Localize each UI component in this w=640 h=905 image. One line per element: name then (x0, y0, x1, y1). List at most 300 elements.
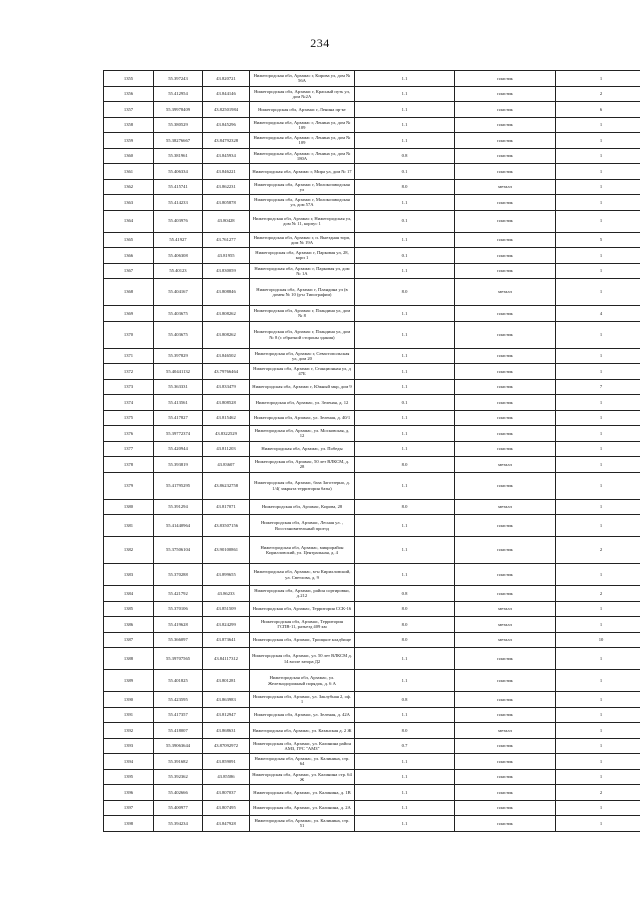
longitude-cell: 43.846221 (203, 164, 250, 180)
latitude-cell: 55.41795295 (154, 472, 203, 499)
table-row (104, 263, 640, 279)
table-body (104, 71, 640, 832)
row-number-cell: 1394 (104, 754, 154, 770)
count-cell: 1 (556, 279, 640, 306)
row-number-cell: 1364 (104, 210, 154, 232)
row-number-cell: 1374 (104, 395, 154, 411)
table-row (104, 232, 640, 248)
table-row (104, 71, 640, 87)
table-row (104, 586, 640, 602)
row-number-cell: 1368 (104, 279, 154, 306)
volume-cell: 8.0 (355, 601, 455, 617)
count-cell: 1 (556, 148, 640, 164)
material-cell: пластик (455, 692, 556, 708)
material-cell: пластик (455, 133, 556, 149)
table-row (104, 692, 640, 708)
longitude-cell: 43.807037 (203, 785, 250, 801)
volume-cell: 1.1 (355, 769, 455, 785)
table-row (104, 472, 640, 499)
latitude-cell: 55.391682 (154, 754, 203, 770)
address-cell: Нижегородская обл, Арзамас, Лесная ул. , Восстановительный проезд (250, 515, 355, 537)
material-cell: пластик (455, 785, 556, 801)
address-cell: Нижегородская обл, Арзамас, Кирова, 28 (250, 499, 355, 515)
latitude-cell: 55.401825 (154, 670, 203, 692)
volume-cell: 0.1 (355, 164, 455, 180)
count-cell: 1 (556, 195, 640, 211)
longitude-cell: 43.85586 (203, 769, 250, 785)
longitude-cell: 43.808262 (203, 321, 250, 348)
volume-cell: 8.0 (355, 723, 455, 739)
longitude-cell: 43.844146 (203, 86, 250, 102)
volume-cell: 1.1 (355, 379, 455, 395)
volume-cell: 8.0 (355, 499, 455, 515)
material-cell: пластик (455, 670, 556, 692)
material-cell: металл (455, 179, 556, 195)
latitude-cell: 55.413561 (154, 395, 203, 411)
longitude-cell: 43.812947 (203, 707, 250, 723)
table-row (104, 117, 640, 133)
count-cell: 1 (556, 457, 640, 473)
table-row (104, 723, 640, 739)
volume-cell: 1.1 (355, 195, 455, 211)
count-cell: 5 (556, 232, 640, 248)
volume-cell: 1.1 (355, 321, 455, 348)
material-cell: пластик (455, 707, 556, 723)
address-cell: Нижегородская обл, Арзамас г, Кирова ул, дом № 56А (250, 71, 355, 87)
material-cell: пластик (455, 164, 556, 180)
longitude-cell: 43.815462 (203, 410, 250, 426)
row-number-cell: 1372 (104, 364, 154, 380)
table-row (104, 816, 640, 832)
volume-cell: 1.1 (355, 800, 455, 816)
volume-cell: 8.0 (355, 617, 455, 633)
count-cell: 1 (556, 800, 640, 816)
address-cell: Нижегородская обл, Арзамас, ул. Калинина, д. 2А (250, 800, 355, 816)
longitude-cell: 43.83507156 (203, 515, 250, 537)
latitude-cell: 55.402666 (154, 785, 203, 801)
row-number-cell: 1397 (104, 800, 154, 816)
row-number-cell: 1382 (104, 537, 154, 564)
address-cell: Нижегородская обл, Арзамас, ул. Зеленая, д. 12 (250, 395, 355, 411)
row-number-cell: 1355 (104, 71, 154, 87)
row-number-cell: 1389 (104, 670, 154, 692)
volume-cell: 0.1 (355, 248, 455, 264)
latitude-cell: 55.393819 (154, 457, 203, 473)
volume-cell: 1.1 (355, 102, 455, 118)
longitude-cell: 43.80428 (203, 210, 250, 232)
table-row (104, 670, 640, 692)
material-cell: пластик (455, 441, 556, 457)
count-cell: 1 (556, 707, 640, 723)
count-cell: 1 (556, 601, 640, 617)
address-cell: Нижегородская обл, Арзамас г, Станционная ул, д 47Б (250, 364, 355, 380)
row-number-cell: 1388 (104, 648, 154, 670)
address-cell: Нижегородская обл, Арзамас г, Пландина ул, дом № 8 (250, 306, 355, 322)
longitude-cell: 43.82501984 (203, 102, 250, 118)
latitude-cell: 55.406334 (154, 164, 203, 180)
row-number-cell: 1392 (104, 723, 154, 739)
row-number-cell: 1376 (104, 426, 154, 442)
count-cell: 1 (556, 499, 640, 515)
count-cell: 1 (556, 117, 640, 133)
address-cell: Нижегородская обл, Арзамас, база Заготзерно, д. 1/4( закрыта территория базы) (250, 472, 355, 499)
table-row (104, 86, 640, 102)
count-cell: 1 (556, 179, 640, 195)
volume-cell: 1.1 (355, 441, 455, 457)
table-row (104, 617, 640, 633)
address-cell: Нижегородская обл, Арзамас г, Нижегородская ул, дом № 11, корпус 1 (250, 210, 355, 232)
latitude-cell: 55.41440964 (154, 515, 203, 537)
volume-cell: 1.1 (355, 117, 455, 133)
longitude-cell: 43.847928 (203, 816, 250, 832)
longitude-cell: 43.761277 (203, 232, 250, 248)
longitude-cell: 43.859091 (203, 754, 250, 770)
latitude-cell: 55.400977 (154, 800, 203, 816)
longitude-cell: 43.820721 (203, 71, 250, 87)
address-cell: Нижегородская обл, Арзамас, ул. Калинина, д. 1В (250, 785, 355, 801)
row-number-cell: 1381 (104, 515, 154, 537)
row-number-cell: 1366 (104, 248, 154, 264)
material-cell: металл (455, 632, 556, 648)
table-row (104, 499, 640, 515)
row-number-cell: 1383 (104, 564, 154, 586)
address-cell: Нижегородская обл, Арзамас г, Пландина ул (в домен № 10 (р-н Типографии) (250, 279, 355, 306)
latitude-cell: 55.403976 (154, 210, 203, 232)
row-number-cell: 1363 (104, 195, 154, 211)
longitude-cell: 43.807495 (203, 800, 250, 816)
row-number-cell: 1359 (104, 133, 154, 149)
longitude-cell: 43.808262 (203, 306, 250, 322)
longitude-cell: 43.87092972 (203, 738, 250, 754)
latitude-cell: 55.391294 (154, 499, 203, 515)
address-cell: Нижегородская обл, Арзамас г, Севастопольская ул, дом 20 (250, 348, 355, 364)
volume-cell: 1.1 (355, 785, 455, 801)
latitude-cell: 55.417357 (154, 707, 203, 723)
latitude-cell: 55.417827 (154, 410, 203, 426)
volume-cell: 8.0 (355, 279, 455, 306)
latitude-cell: 55.370288 (154, 564, 203, 586)
latitude-cell: 55.418007 (154, 723, 203, 739)
material-cell: пластик (455, 754, 556, 770)
count-cell: 1 (556, 210, 640, 232)
address-cell: Нижегородская обл, Арзамас, район сортировки, д.212 (250, 586, 355, 602)
latitude-cell: 55.363331 (154, 379, 203, 395)
count-cell: 1 (556, 441, 640, 457)
table-row (104, 800, 640, 816)
address-cell: Нижегородская обл, Арзамас, ул. Зеленая, д. 40/1 (250, 410, 355, 426)
address-cell: Нижегородская обл, Арзамас, ул. 50 лет ВЛКСМ д. 14 возле затора Д2 (250, 648, 355, 670)
count-cell: 1 (556, 263, 640, 279)
volume-cell: 1.1 (355, 564, 455, 586)
volume-cell: 0.8 (355, 692, 455, 708)
latitude-cell: 55.406308 (154, 248, 203, 264)
count-cell: 1 (556, 723, 640, 739)
volume-cell: 1.1 (355, 71, 455, 87)
table-row (104, 537, 640, 564)
address-cell: Нижегородская обл, Арзамас, ул. Победы (250, 441, 355, 457)
address-cell: Нижегородская обл, Арзамас г, Ленина ул, дом № 109 (250, 117, 355, 133)
latitude-cell: 55.39978409 (154, 102, 203, 118)
latitude-cell: 55.39772374 (154, 426, 203, 442)
address-cell: Нижегородская обл, Арзамас, микрорайон Кирилловский, ул. Центральная, д. 4 (250, 537, 355, 564)
count-cell: 7 (556, 379, 640, 395)
table-row (104, 148, 640, 164)
table-row (104, 179, 640, 195)
row-number-cell: 1367 (104, 263, 154, 279)
volume-cell: 8.0 (355, 457, 455, 473)
row-number-cell: 1385 (104, 601, 154, 617)
row-number-cell: 1398 (104, 816, 154, 832)
count-cell: 1 (556, 692, 640, 708)
table-row (104, 707, 640, 723)
address-cell: Нижегородская обл, Арзамас, м-н Кирилловский, ул. Светлова, д. 9 (250, 564, 355, 586)
table-row (104, 769, 640, 785)
row-number-cell: 1390 (104, 692, 154, 708)
volume-cell: 1.1 (355, 816, 455, 832)
address-cell: Нижегородская обл, Арзамас, ул. Калинина, стр. 51 (250, 816, 355, 832)
material-cell: пластик (455, 348, 556, 364)
latitude-cell: 55.403675 (154, 306, 203, 322)
count-cell: 2 (556, 586, 640, 602)
table-row (104, 395, 640, 411)
latitude-cell: 55.38276667 (154, 133, 203, 149)
row-number-cell: 1391 (104, 707, 154, 723)
latitude-cell: 55.392362 (154, 769, 203, 785)
row-number-cell: 1393 (104, 738, 154, 754)
address-cell: Нижегородская обл, Арзамас г, Ленина пр-кт (250, 102, 355, 118)
longitude-cell: 43.817071 (203, 499, 250, 515)
longitude-cell: 43.846502 (203, 348, 250, 364)
table-row (104, 754, 640, 770)
count-cell: 1 (556, 164, 640, 180)
latitude-cell: 55.39063644 (154, 738, 203, 754)
volume-cell: 8.0 (355, 179, 455, 195)
material-cell: пластик (455, 306, 556, 322)
material-cell: металл (455, 457, 556, 473)
material-cell: металл (455, 499, 556, 515)
latitude-cell: 55.366097 (154, 632, 203, 648)
address-cell: Нижегородская обл, Арзамас, Территория ССК-16 (250, 601, 355, 617)
count-cell: 1 (556, 71, 640, 87)
row-number-cell: 1387 (104, 632, 154, 648)
material-cell: пластик (455, 816, 556, 832)
material-cell: пластик (455, 263, 556, 279)
count-cell: 1 (556, 564, 640, 586)
count-cell: 4 (556, 306, 640, 322)
material-cell: пластик (455, 515, 556, 537)
latitude-cell: 55.403675 (154, 321, 203, 348)
volume-cell: 0.1 (355, 395, 455, 411)
latitude-cell: 55.380529 (154, 117, 203, 133)
longitude-cell: 43.808846 (203, 279, 250, 306)
table-row (104, 785, 640, 801)
table-row (104, 364, 640, 380)
address-cell: Нижегородская обл, Арзамас г, Парковая ул, 28, корп 1 (250, 248, 355, 264)
table-row (104, 738, 640, 754)
volume-cell: 1.1 (355, 754, 455, 770)
volume-cell: 8.0 (355, 632, 455, 648)
volume-cell: 0.8 (355, 586, 455, 602)
row-number-cell: 1395 (104, 769, 154, 785)
row-number-cell: 1362 (104, 179, 154, 195)
count-cell: 2 (556, 537, 640, 564)
table-row (104, 102, 640, 118)
address-cell: Нижегородская обл, Арзамас г, Южный мкр, дом 9 (250, 379, 355, 395)
longitude-cell: 43.86233 (203, 586, 250, 602)
longitude-cell: 43.873641 (203, 632, 250, 648)
count-cell: 1 (556, 395, 640, 411)
latitude-cell: 55.39707565 (154, 648, 203, 670)
longitude-cell: 43.899655 (203, 564, 250, 586)
longitude-cell: 43.868631 (203, 723, 250, 739)
latitude-cell: 55.415741 (154, 179, 203, 195)
count-cell: 1 (556, 738, 640, 754)
address-cell: Нижегородская обл, Арзамас, ул. Железнодорожный порядок, д. 6 А (250, 670, 355, 692)
table-row (104, 195, 640, 211)
latitude-cell: 55.412954 (154, 86, 203, 102)
row-number-cell: 1379 (104, 472, 154, 499)
address-cell: Нижегородская обл, Арзамас, ул. Калинина стр. 64 Ж (250, 769, 355, 785)
volume-cell: 1.1 (355, 86, 455, 102)
address-cell: Нижегородская обл, Арзамас, ул. Калинина район АМЗ, ГРС "АМЗ" (250, 738, 355, 754)
address-cell: Нижегородская обл, Арзамас г, п. Выездная торп, дом № 19А (250, 232, 355, 248)
row-number-cell: 1371 (104, 348, 154, 364)
longitude-cell: 43.830059 (203, 263, 250, 279)
table-row (104, 248, 640, 264)
material-cell: пластик (455, 769, 556, 785)
address-cell: Нижегородская обл, Арзамас, Территория ГСПВ-11, разъезд 409 км (250, 617, 355, 633)
volume-cell: 1.1 (355, 263, 455, 279)
row-number-cell: 1386 (104, 617, 154, 633)
address-cell: Нижегородская обл, Арзамас, ул. Зеленая, д. 42А (250, 707, 355, 723)
material-cell: пластик (455, 537, 556, 564)
table-row (104, 306, 640, 322)
volume-cell: 1.1 (355, 707, 455, 723)
page-number: 234 (310, 36, 330, 50)
longitude-cell: 43.90100861 (203, 537, 250, 564)
row-number-cell: 1380 (104, 499, 154, 515)
count-cell: 1 (556, 754, 640, 770)
longitude-cell: 43.8322529 (203, 426, 250, 442)
volume-cell: 0.7 (355, 738, 455, 754)
latitude-cell: 55.381961 (154, 148, 203, 164)
volume-cell: 1.1 (355, 306, 455, 322)
latitude-cell: 55.420944 (154, 441, 203, 457)
longitude-cell: 43.81955 (203, 248, 250, 264)
longitude-cell: 43.862231 (203, 179, 250, 195)
material-cell: металл (455, 279, 556, 306)
longitude-cell: 43.84117312 (203, 648, 250, 670)
table-row (104, 164, 640, 180)
material-cell: пластик (455, 86, 556, 102)
row-number-cell: 1361 (104, 164, 154, 180)
material-cell: пластик (455, 232, 556, 248)
count-cell: 10 (556, 632, 640, 648)
material-cell: пластик (455, 472, 556, 499)
row-number-cell: 1370 (104, 321, 154, 348)
count-cell: 1 (556, 321, 640, 348)
material-cell: пластик (455, 71, 556, 87)
longitude-cell: 43.79766464 (203, 364, 250, 380)
latitude-cell: 55.40441132 (154, 364, 203, 380)
address-cell: Нижегородская обл, Арзамас, ул. Заклубная 2, оф. 1 (250, 692, 355, 708)
material-cell: пластик (455, 364, 556, 380)
address-cell: Нижегородская обл, Арзамас, Троицкое кладбище (250, 632, 355, 648)
row-number-cell: 1358 (104, 117, 154, 133)
material-cell: пластик (455, 195, 556, 211)
table-row (104, 279, 640, 306)
latitude-cell: 55.370106 (154, 601, 203, 617)
count-cell: 1 (556, 410, 640, 426)
material-cell: пластик (455, 426, 556, 442)
count-cell: 2 (556, 86, 640, 102)
longitude-cell: 43.851509 (203, 601, 250, 617)
longitude-cell: 43.824299 (203, 617, 250, 633)
row-number-cell: 1373 (104, 379, 154, 395)
material-cell: пластик (455, 117, 556, 133)
volume-cell: 1.1 (355, 364, 455, 380)
volume-cell: 1.1 (355, 426, 455, 442)
count-cell: 1 (556, 816, 640, 832)
address-cell: Нижегородская обл, Арзамас г, Ленина ул, дом № 109 (250, 133, 355, 149)
volume-cell: 1.1 (355, 537, 455, 564)
count-cell: 1 (556, 472, 640, 499)
row-number-cell: 1378 (104, 457, 154, 473)
count-cell: 1 (556, 248, 640, 264)
latitude-cell: 55.419628 (154, 617, 203, 633)
address-cell: Нижегородская обл, Арзамас, ул. Московская, д. 12 (250, 426, 355, 442)
count-cell: 1 (556, 364, 640, 380)
latitude-cell: 55.423595 (154, 692, 203, 708)
row-number-cell: 1384 (104, 586, 154, 602)
latitude-cell: 55.414233 (154, 195, 203, 211)
material-cell: пластик (455, 738, 556, 754)
longitude-cell: 43.83607 (203, 457, 250, 473)
material-cell: металл (455, 617, 556, 633)
longitude-cell: 43.808528 (203, 395, 250, 411)
address-cell: Нижегородская обл, Арзамас г, Пландина ул, дом № 8 (с обратной стороны здания) (250, 321, 355, 348)
count-cell: 1 (556, 648, 640, 670)
address-cell: Нижегородская обл, Арзамас, ул. Казанская д. 2 Ж (250, 723, 355, 739)
row-number-cell: 1360 (104, 148, 154, 164)
count-cell: 6 (556, 102, 640, 118)
material-cell: металл (455, 601, 556, 617)
volume-cell: 1.1 (355, 232, 455, 248)
table-row (104, 426, 640, 442)
count-cell: 1 (556, 617, 640, 633)
container-sites-table (103, 70, 640, 832)
table-row (104, 601, 640, 617)
longitude-cell: 43.863983 (203, 692, 250, 708)
row-number-cell: 1375 (104, 410, 154, 426)
table-row (104, 410, 640, 426)
count-cell: 1 (556, 348, 640, 364)
count-cell: 2 (556, 785, 640, 801)
count-cell: 1 (556, 769, 640, 785)
material-cell: пластик (455, 210, 556, 232)
table-row (104, 564, 640, 586)
table-row (104, 133, 640, 149)
latitude-cell: 55.394234 (154, 816, 203, 832)
table-row (104, 348, 640, 364)
count-cell: 1 (556, 670, 640, 692)
latitude-cell: 55.404167 (154, 279, 203, 306)
table-row (104, 648, 640, 670)
material-cell: пластик (455, 586, 556, 602)
row-number-cell: 1357 (104, 102, 154, 118)
latitude-cell: 55.397829 (154, 348, 203, 364)
row-number-cell: 1369 (104, 306, 154, 322)
